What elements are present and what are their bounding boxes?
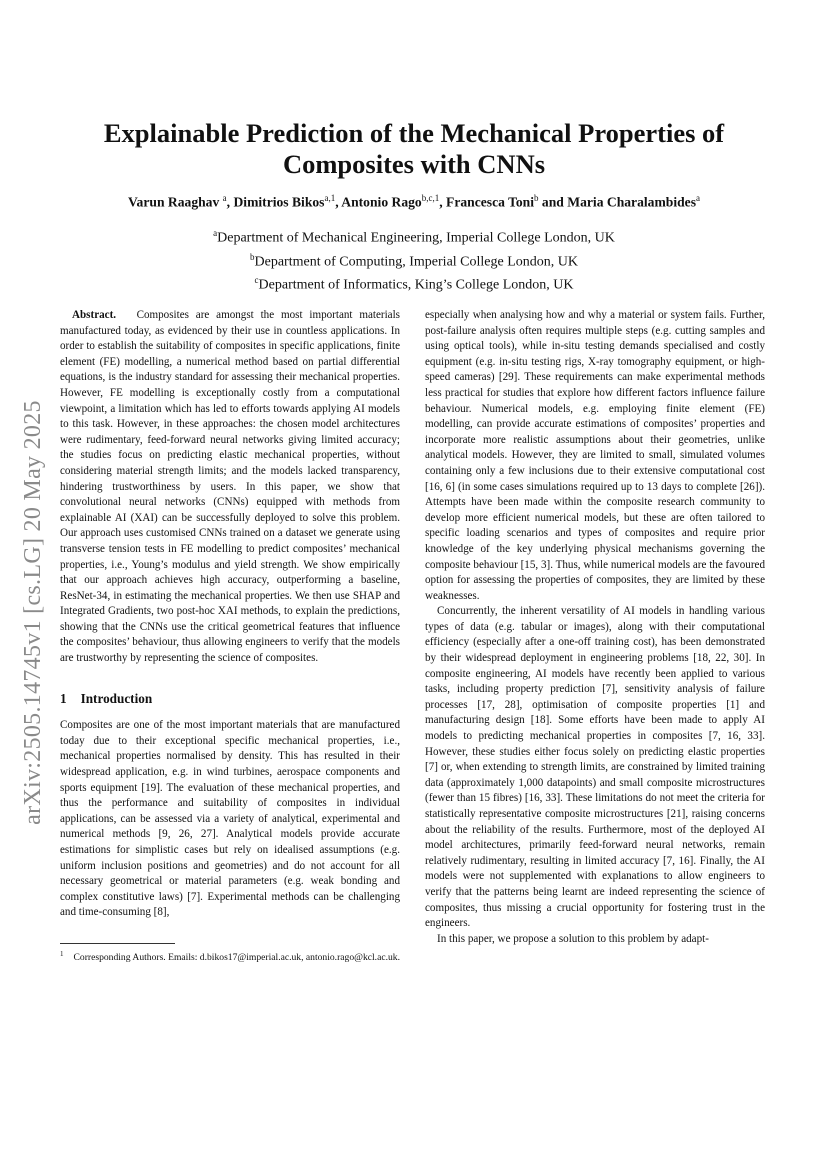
author-name: Francesca Toni xyxy=(446,194,535,210)
affiliation-text: Department of Computing, Imperial College London, UK xyxy=(254,254,578,270)
author-name: Dimitrios Bikos xyxy=(233,194,325,210)
affiliation-text: Department of Informatics, King’s College London, UK xyxy=(258,277,574,293)
author-affiliation-mark: b xyxy=(534,193,539,203)
author-affiliation-mark: b,c,1 xyxy=(421,193,440,203)
author-separator: and xyxy=(538,194,568,210)
arxiv-identifier xyxy=(18,335,48,890)
affiliations xyxy=(60,224,768,295)
affiliation-mark: c xyxy=(254,275,259,286)
body-paragraph: Concurrently, the inherent versatility of AI models in handling various types of data (e.g. tabular or images), along with their computational efficiency (especially after a one-off training cost), has been demonstrated by their widespread deployment in engineering problems [18, 22, 30]. In composite engineering, AI models have recently been applied to various tasks, including property prediction [7], sensitivity analysis of failure processes [17, 28], optimisation of composite properties [1] and manufacturing design [18]. Some efforts have been made to apply AI models to predicting mechanical properties in composites [7, 16, 33]. However, these studies either focus solely on predicting elastic properties [7] or, when extending to strength limits, are constrained by limited training data (approximately 1,000 datapoints) and small composite microstructures (fewer than 15 fibres) [16, 33]. These limitations do not meet the criteria for statistically representative composite microstructures [21], raising concerns about the reliability of the results. Furthermore, most of the deployed AI model architectures, primarily feed-forward neural networks, remain relatively rudimentary, resulting in limited accuracy [7, 16]. Finally, the AI models were not supplemented with explanations to allow engineers to verify that the patterns being learnt are indeed representing the science of composites, thus missing a crucial opportunity for fostering trust in the engineers. xyxy=(425,605,765,930)
author-list xyxy=(40,193,788,211)
section-number: 1 xyxy=(60,690,67,706)
footnote-rule xyxy=(60,943,175,944)
footnote xyxy=(60,943,400,965)
author-name: Antonio Rago xyxy=(341,194,422,210)
abstract-text: Composites are amongst the most important materials manufactured today, as evidenced by their use in countless applications. In order to establish the suitability of composites in specific applications, finite element (FE) modelling, a numerical method based on partial differential equations, is the industry standard for assessing their mechanical properties. However, FE modelling is exceptionally costly from a computational viewpoint, a limitation which has led to efforts towards applying AI models to this task. However, in these approaches: the chosen model architectures were rudimentary, feed-forward neural networks giving limited accuracy; the studies focus on predicting elastic mechanical properties, without considering material strength limits; and the models lacked transparency, hindering trustworthiness by users. In this paper, we show that convolutional neural networks (CNNs) equipped with methods from explainable AI (XAI) can be successfully deployed to solve this problem. Our approach uses customised CNNs trained on a dataset we generate using transverse tension tests in FE modelling to predict composites’ mechanical properties, i.e., Young’s modulus and yield strength. We show empirically that our approach achieves high accuracy, outperforming a baseline, ResNet-34, in estimating the mechanical properties. We then use SHAP and Integrated Gradients, two post-hoc XAI methods, to explain the predictions, showing that the CNNs use the critical geometrical features that influence the composites’ behaviour, thus allowing engineers to verify that the models are trustworthy by representing the science of composites. xyxy=(60,309,400,665)
abstract-label: Abstract. xyxy=(72,309,117,321)
right-column xyxy=(425,308,765,947)
affiliation-mark: a xyxy=(213,228,218,238)
section-heading-introduction xyxy=(60,691,400,707)
title-line-2: Composites with CNNs xyxy=(282,149,546,179)
author-name: Maria Charalambides xyxy=(567,194,697,210)
author-name: Varun Raaghav xyxy=(127,194,220,210)
body-paragraph: Composites are one of the most important materials that are manufactured today due to their exceptional specific mechanical properties, i.e., mechanical properties normalised by density. This has resulted in their widespread application, e.g. in wind turbines, aerospace components and sports equipment [19]. The evaluation of these mechanical properties, and thus the performance and suitability of composites in individual applications, can be assessed via a variety of analytical, experimental and numerical methods [9, 26, 27]. Analytical models provide accurate estimations for simplistic cases but rely on idealised assumptions (e.g. uniform inclusion positions and geometries) and do not account for all necessary geometrical or material parameters (e.g. weak bonding and complex constitutive laws) [7]. Experimental methods can be challenging and time-consuming [8], xyxy=(60,719,400,919)
author-affiliation-mark: a xyxy=(222,193,227,203)
footnote-mark: 1 xyxy=(60,950,64,958)
author-separator: , xyxy=(226,194,234,210)
affiliation-text: Department of Mechanical Engineering, Imperial College London, UK xyxy=(217,230,615,246)
author-separator: , xyxy=(335,194,342,210)
title-line-1: Explainable Prediction of the Mechanical Properties of xyxy=(103,118,725,148)
affiliation-line xyxy=(60,248,768,272)
author-affiliation-mark: a xyxy=(696,193,701,203)
left-column xyxy=(60,308,400,921)
paper-title xyxy=(60,118,768,180)
body-paragraph: especially when analysing how and why a material or system fails. Further, post-failure analysis often requires multiple steps (e.g. cutting samples and using optical tools), while in-situ testing demands specialised and costly equipment (e.g. in-situ testing rigs, X-ray tomography equipment, or high-speed cameras) [29]. These requirements can make experimental methods less practical for studies that explore how different factors influence failure behaviour. Numerical models, e.g. employing finite element (FE) modelling, can provide accurate estimations of composites’ properties and incorporate more realistic assumptions about their geometries, unlike analytical models. However, they are limited to small, simulated volumes containing only a few inclusions due to their extensive computational cost [16, 6] (in some cases simulations required up to 13 days to complete [26]). Attempts have been made within the composite research community to develop more efficient numerical models, but these are often tailored to specific loading scenarios and types of composites and require prior knowledge of the key underlying physical mechanisms governing the composite behaviour [15, 3]. Thus, while numerical models are the favoured option for assessing the properties of composites, they are limited by these weaknesses. xyxy=(425,309,765,602)
author-separator: , xyxy=(439,194,447,210)
section-title: Introduction xyxy=(80,690,153,706)
body-paragraph: In this paper, we propose a solution to this problem by adapt- xyxy=(437,932,709,945)
affiliation-line xyxy=(60,224,768,248)
affiliation-line xyxy=(60,271,768,295)
abstract xyxy=(60,308,400,667)
arxiv-identifier-text: arXiv:2505.14745v1 [cs.LG] 20 May 2025 xyxy=(19,400,46,825)
footnote-text: Corresponding Authors. Emails: d.bikos17@imperial.ac.uk, antonio.rago@kcl.ac.uk. xyxy=(73,952,400,964)
affiliation-mark: b xyxy=(250,251,255,262)
author-affiliation-mark: a,1 xyxy=(324,193,336,203)
